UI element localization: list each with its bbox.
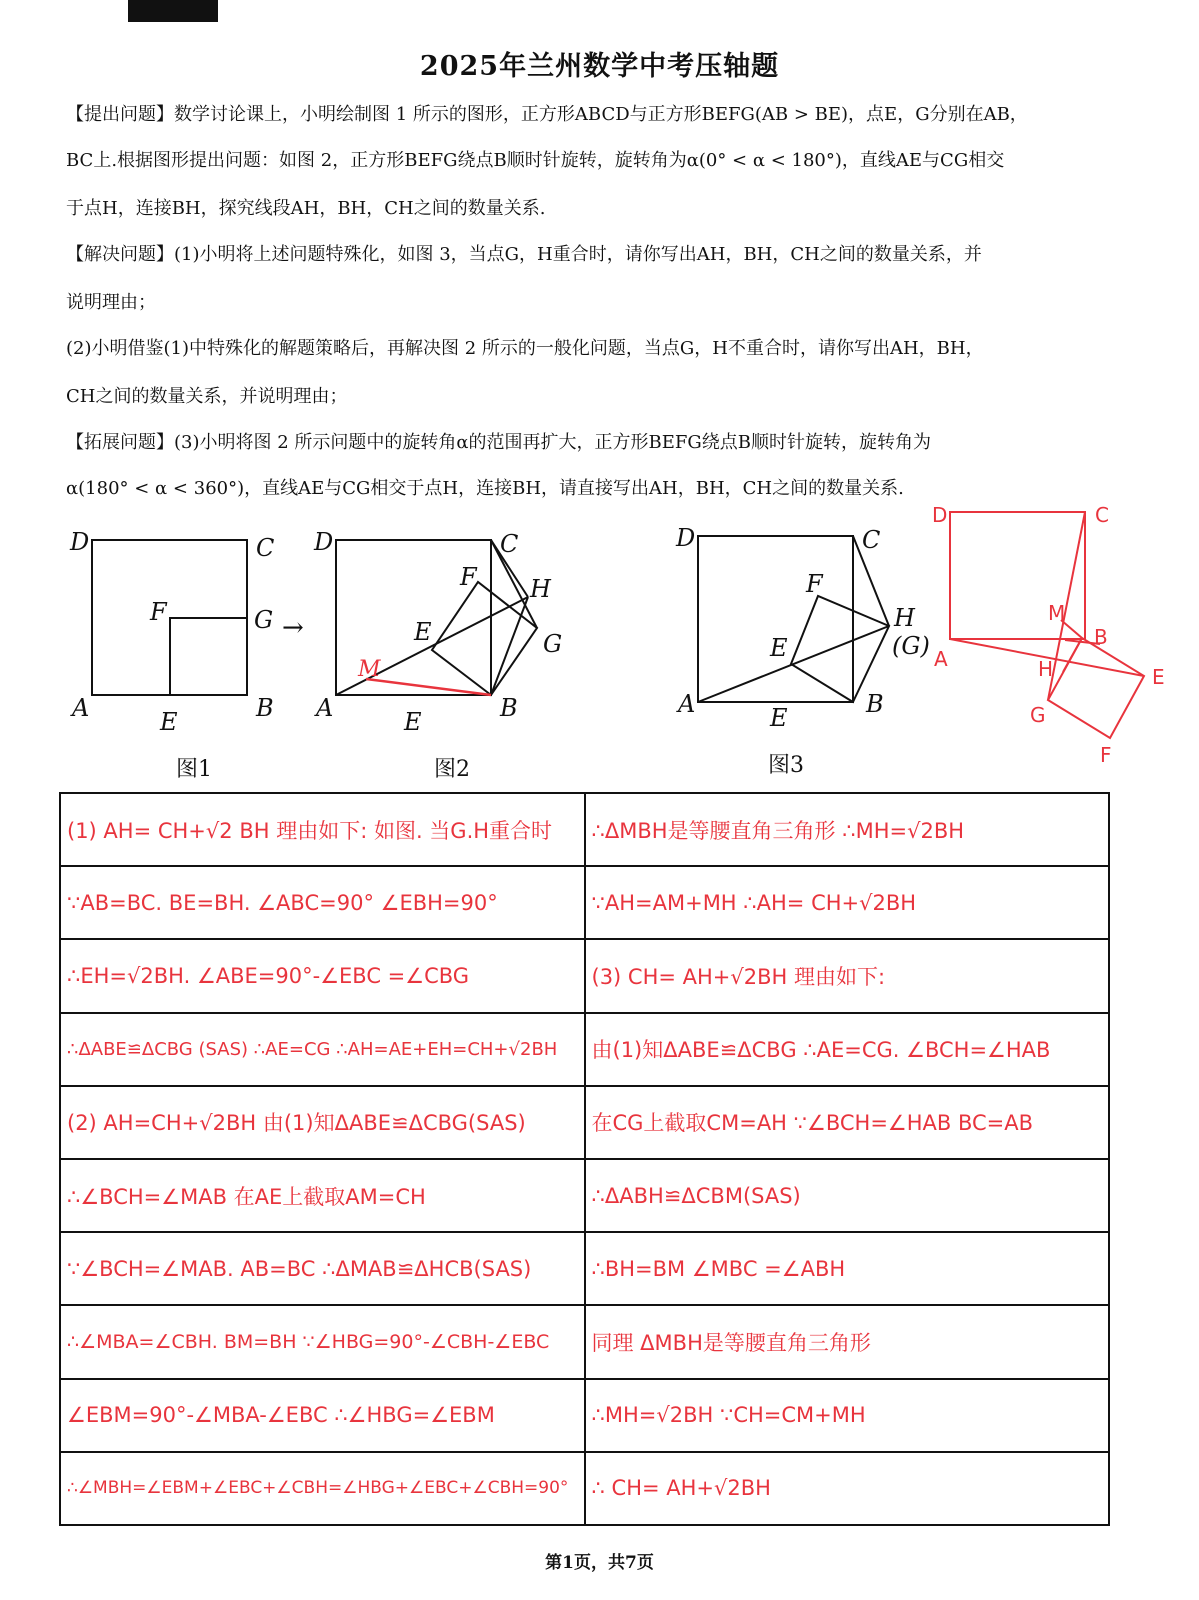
fig4-label-D: D (932, 503, 948, 527)
fig1-label-G: G (254, 606, 274, 634)
problem-line: BC上.根据图形提出问题：如图 2，正方形BEFG绕点B顺时针旋转，旋转角为α(0° < α < 180°)，直线AE与CG相交 (66, 150, 1005, 171)
table-row (60, 1452, 1109, 1525)
table-row (60, 1379, 1109, 1452)
figure-1 (92, 540, 247, 695)
fig2-label-H: H (530, 575, 551, 603)
solution-cell: ∴∠MBH=∠EBM+∠EBC+∠CBH=∠HBG+∠EBC+∠CBH=90° (60, 1452, 585, 1525)
problem-line: 说明理由； (66, 292, 156, 313)
fig2-label-A: A (316, 694, 334, 722)
fig1-label-E: E (160, 708, 178, 736)
figure-3 (698, 536, 889, 702)
solution-cell: 同理 ΔMBH是等腰直角三角形 (585, 1305, 1110, 1378)
fig4-label-B: B (1094, 625, 1108, 649)
table-row (60, 1086, 1109, 1159)
fig2-caption: 图2 (434, 757, 470, 782)
table-row (60, 1305, 1109, 1378)
fig3-label-A: A (678, 690, 696, 718)
solution-cell: (3) CH= AH+√2BH 理由如下: (585, 939, 1110, 1012)
solution-cell: ∴MH=√2BH ∵CH=CM+MH (585, 1379, 1110, 1452)
fig2-label-D: D (314, 528, 334, 556)
solution-cell: ∴ΔABH≌ΔCBM(SAS) (585, 1159, 1110, 1232)
table-row (60, 1159, 1109, 1232)
solution-cell: ∴∠BCH=∠MAB 在AE上截取AM=CH (60, 1159, 585, 1232)
fig3-label-E-inner: E (770, 634, 788, 662)
fig3-label-F: F (806, 570, 823, 598)
page-footer: 第1页，共7页 (545, 1553, 654, 1573)
problem-line: 【解决问题】(1)小明将上述问题特殊化，如图 3，当点G，H重合时，请你写出AH，BH，CH之间的数量关系，并 (66, 244, 982, 265)
fig4-label-G: G (1030, 703, 1046, 727)
problem-line: α(180° < α < 360°)，直线AE与CG相交于点H，连接BH，请直接写出AH，BH，CH之间的数量关系. (66, 478, 904, 499)
fig3-label-D: D (676, 524, 696, 552)
fig2-label-B: B (500, 694, 518, 722)
fig4-label-F: F (1100, 743, 1112, 767)
solution-cell: ∴ CH= AH+√2BH (585, 1452, 1110, 1525)
figures-svg (0, 0, 1199, 790)
fig1-label-D: D (70, 528, 90, 556)
fig4-label-M: M (1048, 601, 1066, 625)
solution-cell: 在CG上截取CM=AH ∵∠BCH=∠HAB BC=AB (585, 1086, 1110, 1159)
solution-cell: ∴BH=BM ∠MBC =∠ABH (585, 1232, 1110, 1305)
problem-line: 【提出问题】数学讨论课上，小明绘制图 1 所示的图形，正方形ABCD与正方形BEFG(AB > BE)，点E，G分别在AB， (66, 104, 1028, 125)
fig2-label-F: F (460, 563, 477, 591)
fig4-label-H: H (1038, 657, 1054, 681)
problem-line: 【拓展问题】(3)小明将图 2 所示问题中的旋转角α的范围再扩大，正方形BEFG绕点B顺时针旋转，旋转角为 (66, 432, 932, 453)
figure-4-handdrawn (950, 512, 1144, 738)
fig1-label-B: B (256, 694, 274, 722)
fig3-label-B: B (866, 690, 884, 718)
solution-cell: ∠EBM=90°-∠MBA-∠EBC ∴∠HBG=∠EBM (60, 1379, 585, 1452)
page-title: 2025年兰州数学中考压轴题 (419, 51, 780, 82)
fig1-caption: 图1 (176, 757, 212, 782)
fig4-label-E: E (1152, 665, 1165, 689)
solution-cell: ∴∠MBA=∠CBH. BM=BH ∵∠HBG=90°-∠CBH-∠EBC (60, 1305, 585, 1378)
problem-line: CH之间的数量关系，并说明理由； (66, 386, 348, 407)
solution-cell: ∵AH=AM+MH ∴AH= CH+√2BH (585, 866, 1110, 939)
fig4-label-C: C (1095, 503, 1109, 527)
table-row (60, 1232, 1109, 1305)
solution-cell: (2) AH=CH+√2BH 由(1)知ΔABE≌ΔCBG(SAS) (60, 1086, 585, 1159)
fig4-label-A: A (934, 647, 948, 671)
fig2-label-C: C (500, 530, 519, 558)
arrow-icon: → (282, 613, 304, 643)
fig3-label-H: H (894, 604, 915, 632)
table-row (60, 939, 1109, 1012)
problem-line: (2)小明借鉴(1)中特殊化的解题策略后，再解决图 2 所示的一般化问题，当点G，H不重合时，请你写出AH，BH， (66, 338, 984, 359)
fig2-label-E: E (404, 708, 422, 736)
table-row (60, 793, 1109, 866)
fig1-label-A: A (72, 694, 90, 722)
solution-cell: ∴ΔABE≌ΔCBG (SAS) ∴AE=CG ∴AH=AE+EH=CH+√2BH (60, 1013, 585, 1086)
fig2-label-M: M (358, 657, 381, 682)
fig2-label-E-inner: E (414, 618, 432, 646)
solution-table (59, 792, 1110, 1526)
fig3-label-E: E (770, 704, 788, 732)
table-row (60, 1013, 1109, 1086)
solution-cell: ∴ΔMBH是等腰直角三角形 ∴MH=√2BH (585, 793, 1110, 866)
fig3-label-G: (G) (892, 632, 930, 660)
solution-cell: (1) AH= CH+√2 BH 理由如下: 如图. 当G.H重合时 (60, 793, 585, 866)
solution-cell: 由(1)知ΔABE≌ΔCBG ∴AE=CG. ∠BCH=∠HAB (585, 1013, 1110, 1086)
fig1-label-F: F (150, 598, 167, 626)
table-row (60, 866, 1109, 939)
fig3-label-C: C (862, 526, 881, 554)
solution-cell: ∴EH=√2BH. ∠ABE=90°-∠EBC =∠CBG (60, 939, 585, 1012)
fig1-label-C: C (256, 534, 275, 562)
solution-cell: ∵AB=BC. BE=BH. ∠ABC=90° ∠EBH=90° (60, 866, 585, 939)
problem-line: 于点H，连接BH，探究线段AH，BH，CH之间的数量关系. (66, 198, 546, 219)
fig3-caption: 图3 (768, 753, 804, 778)
solution-cell: ∵∠BCH=∠MAB. AB=BC ∴ΔMAB≌ΔHCB(SAS) (60, 1232, 585, 1305)
fig2-label-G: G (543, 630, 563, 658)
